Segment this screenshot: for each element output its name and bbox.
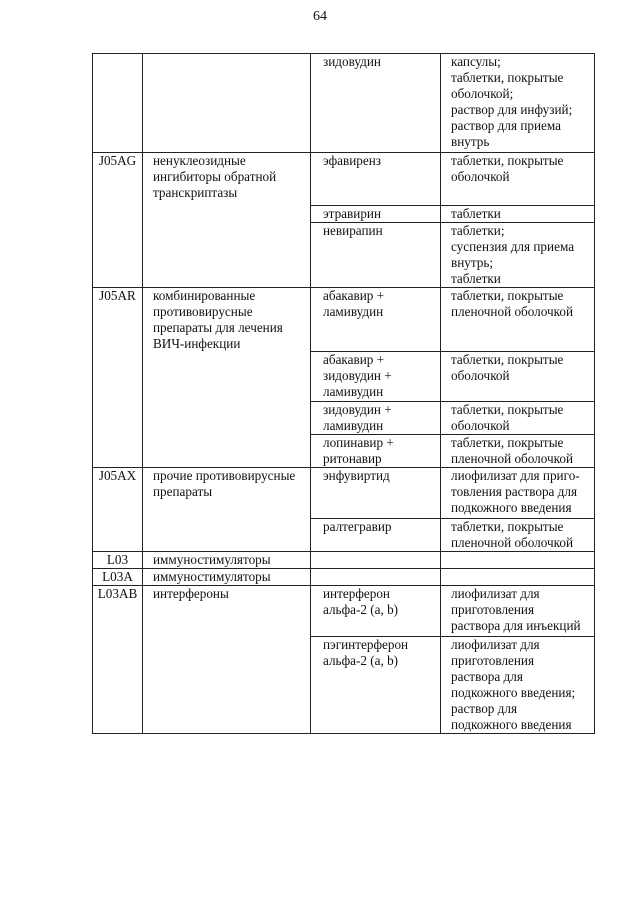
cell-line: пленочной оболочкой [451, 535, 574, 550]
drug-name-cell [311, 586, 441, 637]
cell-line: пленочной оболочкой [451, 451, 574, 466]
drug-name-cell [311, 352, 441, 402]
dosage-form-cell [441, 352, 595, 402]
atc-code-cell: J05AR [93, 288, 143, 468]
cell-line: альфа-2 (a, b) [323, 653, 399, 668]
drug-name-cell [311, 435, 441, 468]
drug-name-cell: невирапин [311, 223, 441, 288]
dosage-form-cell [441, 519, 595, 552]
dosage-form-cell [441, 468, 595, 519]
group-name-cell: комбинированные противовирусные препараты для лечения ВИЧ-инфекции [143, 288, 311, 468]
atc-code-cell: L03 [93, 552, 143, 569]
cell-line: ламивудин [323, 304, 384, 319]
cell-line: внутрь [451, 134, 490, 149]
page-number: 64 [313, 9, 327, 24]
cell-line: таблетки, покрытые [451, 70, 564, 85]
dosage-form-cell [441, 402, 595, 435]
cell-line: таблетки [451, 206, 501, 221]
table-row [93, 54, 595, 153]
atc-code-cell: J05AX [93, 468, 143, 552]
cell-line: лопинавир + [323, 435, 394, 450]
drug-name-cell [311, 288, 441, 352]
dosage-form-cell [441, 206, 595, 223]
cell-line: ламивудин [323, 418, 384, 433]
cell-line: таблетки, покрытые [451, 519, 564, 534]
cell-line: таблетки, покрытые [451, 288, 564, 303]
dosage-form-cell [441, 223, 595, 288]
drug-name-cell [311, 402, 441, 435]
table-row [93, 552, 595, 569]
atc-code-cell [93, 54, 143, 153]
cell-line: таблетки; [451, 223, 505, 238]
table-row [93, 586, 595, 637]
cell-line: интерферон [323, 586, 390, 601]
cell-line: лиофилизат для приго- [451, 468, 580, 483]
cell-line: капсулы; [451, 54, 501, 69]
dosage-form-cell [441, 569, 595, 586]
cell-line: таблетки, покрытые [451, 352, 564, 367]
cell-line: оболочкой [451, 418, 510, 433]
cell-line: таблетки [451, 271, 501, 286]
group-name-cell: ненуклеозидные ингибиторы обратной транскриптазы [143, 153, 311, 288]
cell-line: ритонавир [323, 451, 382, 466]
cell-line: зидовудин + [323, 368, 392, 383]
cell-line: абакавир + [323, 288, 385, 303]
group-name-cell: интерфероны [143, 586, 311, 734]
group-name-cell: прочие противовирусные препараты [143, 468, 311, 552]
atc-code-cell: J05AG [93, 153, 143, 288]
cell-line: приготовления [451, 602, 535, 617]
table-row [93, 468, 595, 519]
table-row [93, 153, 595, 206]
atc-code-cell: L03A [93, 569, 143, 586]
group-name-cell: иммуностимуляторы [143, 552, 311, 569]
cell-line: оболочкой [451, 169, 510, 184]
cell-line: раствор для [451, 701, 518, 716]
group-name-cell [143, 54, 311, 153]
cell-line: подкожного введения [451, 717, 572, 732]
cell-line: раствор для приема [451, 118, 562, 133]
cell-line: альфа-2 (a, b) [323, 602, 399, 617]
dosage-form-cell [441, 552, 595, 569]
cell-line: таблетки, покрытые [451, 402, 564, 417]
atc-code-cell: L03AB [93, 586, 143, 734]
drug-name-cell: зидовудин [311, 54, 441, 153]
cell-line: абакавир + [323, 352, 385, 367]
cell-line: пленочной оболочкой [451, 304, 574, 319]
drug-name-cell [311, 637, 441, 734]
drug-name-cell: ралтегравир [311, 519, 441, 552]
cell-line: раствора для инъекций [451, 618, 581, 633]
group-name-cell: иммуностимуляторы [143, 569, 311, 586]
cell-line: оболочкой; [451, 86, 514, 101]
cell-line: оболочкой [451, 368, 510, 383]
drug-name-cell: эфавиренз [311, 153, 441, 206]
cell-line: таблетки, покрытые [451, 435, 564, 450]
table-row [93, 569, 595, 586]
cell-line: раствора для [451, 669, 523, 684]
cell-line: подкожного введения; [451, 685, 576, 700]
cell-line: раствор для инфузий; [451, 102, 573, 117]
dosage-form-cell [441, 637, 595, 734]
cell-line: приготовления [451, 653, 535, 668]
cell-line: внутрь; [451, 255, 494, 270]
drug-name-cell [311, 569, 441, 586]
cell-line: таблетки, покрытые [451, 153, 564, 168]
dosage-form-cell [441, 153, 595, 206]
dosage-form-cell [441, 54, 595, 153]
drug-name-cell [311, 552, 441, 569]
cell-line: подкожного введения [451, 500, 572, 515]
drug-table [92, 53, 595, 734]
cell-line: товления раствора для [451, 484, 578, 499]
cell-line: пэгинтерферон [323, 637, 409, 652]
dosage-form-cell [441, 586, 595, 637]
cell-line: лиофилизат для [451, 586, 540, 601]
drug-name-cell: энфувиртид [311, 468, 441, 519]
cell-line: ламивудин [323, 384, 384, 399]
table-row [93, 288, 595, 352]
dosage-form-cell [441, 435, 595, 468]
dosage-form-cell [441, 288, 595, 352]
drug-name-cell: этравирин [311, 206, 441, 223]
cell-line: суспензия для приема [451, 239, 575, 254]
cell-line: зидовудин + [323, 402, 392, 417]
cell-line: лиофилизат для [451, 637, 540, 652]
